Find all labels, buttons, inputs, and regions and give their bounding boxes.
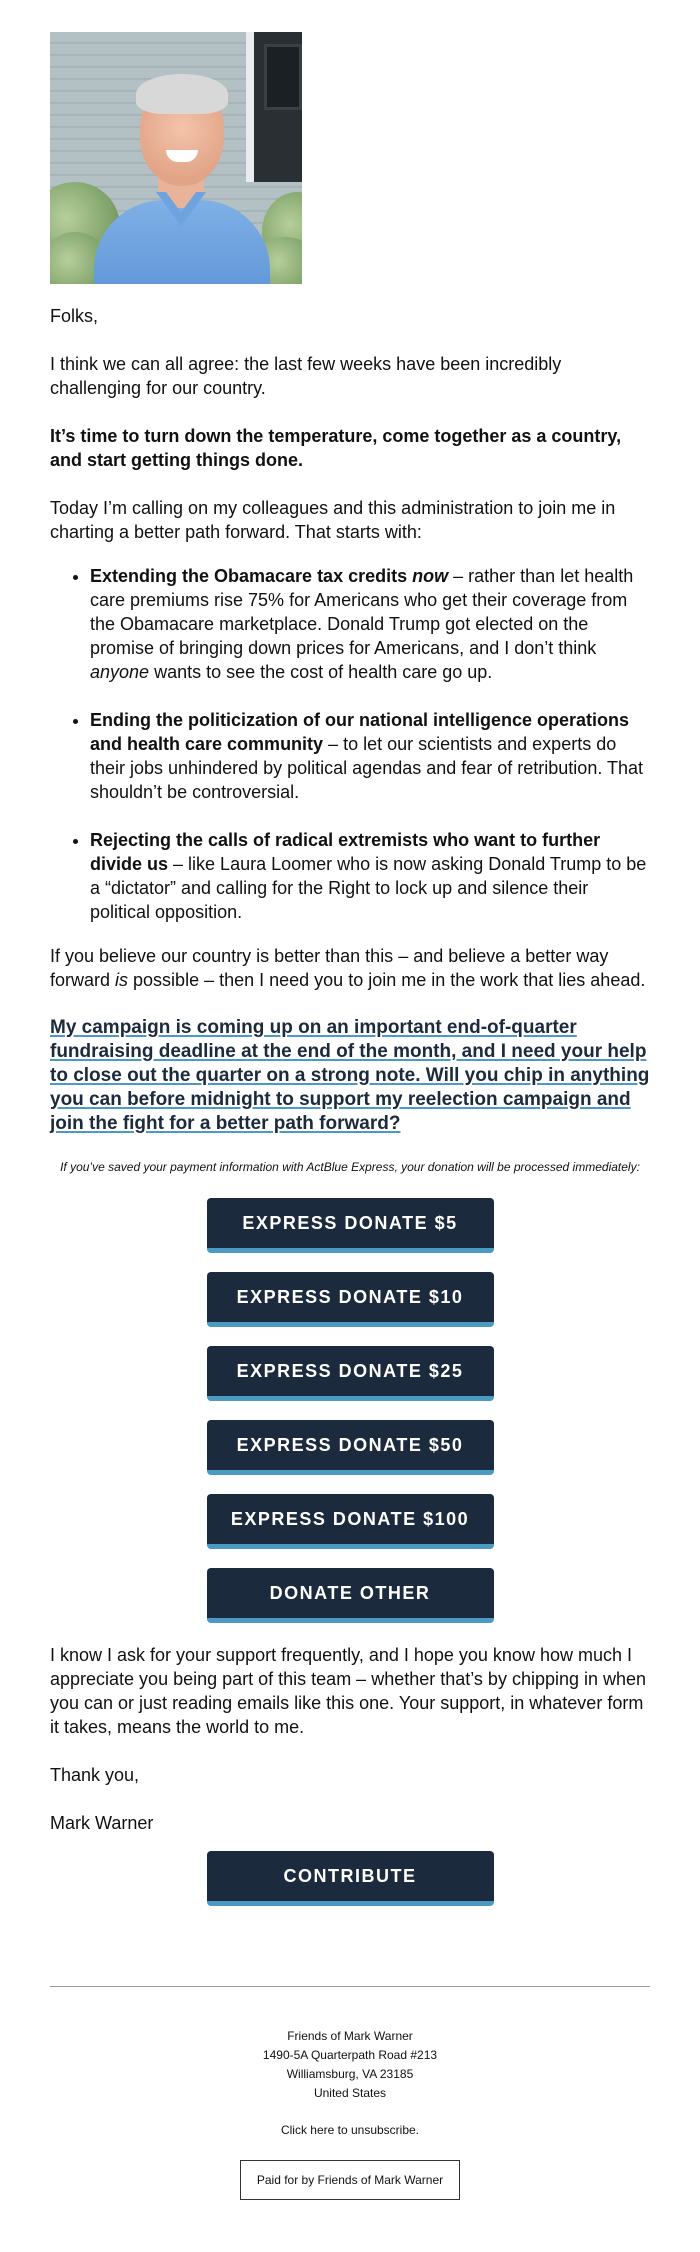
priorities-list (50, 564, 650, 924)
footer-divider (50, 1986, 650, 1987)
footer-country: United States (313, 2086, 387, 2100)
closing-paragraph: I know I ask for your support frequently, and I hope you know how much I appreciate you being part of this team – whether that’s by chipping in when you can or just reading emails like this one. Your support, in whatever form it takes, means the world to me. (50, 1645, 647, 1737)
actblue-express-note: If you’ve saved your payment information with ActBlue Express, your donation will be processed immediately: (60, 1160, 640, 1174)
donate-other-button[interactable]: DONATE OTHER (207, 1568, 494, 1623)
list-item: • Ending the politicization of our national intelligence operations and health care community – to let our scientists and experts do their jobs unhindered by political agendas and fear of retribution. That shouldn’t be controversial. (90, 708, 650, 804)
thanks-line: Thank you, (50, 1765, 140, 1785)
call-paragraph: Today I’m calling on my colleagues and this administration to join me in charting a better path forward. That starts with: (50, 498, 616, 542)
donation-ask-link[interactable]: My campaign is coming up on an important end-of-quarter fundraising deadline at the end of the month, and I need your help to close out the quarter on a strong note. Will you chip in anything you can before midnight to support my reelection campaign and join the fight for a better path forward? (50, 1017, 650, 1134)
footer-org: Friends of Mark Warner (287, 2029, 413, 2043)
paid-for-disclaimer: Paid for by Friends of Mark Warner (240, 2160, 460, 2200)
express-donate-10-button[interactable]: EXPRESS DONATE $10 (207, 1272, 494, 1327)
mark-warner-photo (50, 32, 302, 284)
greeting: Folks, (50, 306, 99, 326)
footer-address-line2: Williamsburg, VA 23185 (286, 2067, 414, 2081)
list-item: • Extending the Obamacare tax credits now – rather than let health care premiums rise 75% for Americans who get their coverage from the Obamacare marketplace. Donald Trump got elected on the promise of bringing down prices for Americans, and I don’t think anyone wants to see the cost of health care go up. (90, 564, 650, 684)
express-donate-100-button[interactable]: EXPRESS DONATE $100 (207, 1494, 494, 1549)
express-donate-5-button[interactable]: EXPRESS DONATE $5 (207, 1198, 494, 1253)
footer-address-line1: 1490-5A Quarterpath Road #213 (262, 2048, 438, 2062)
contribute-wrap (50, 1851, 650, 1906)
express-donate-25-button[interactable]: EXPRESS DONATE $25 (207, 1346, 494, 1401)
believe-paragraph: If you believe our country is better than this – and believe a better way forward is possible – then I need you to join me in the work that lies ahead. (50, 946, 646, 990)
bold-statement: It’s time to turn down the temperature, come together as a country, and start getting things done. (50, 426, 622, 470)
donate-buttons (50, 1198, 650, 1623)
express-donate-50-button[interactable]: EXPRESS DONATE $50 (207, 1420, 494, 1475)
contribute-button[interactable]: CONTRIBUTE (207, 1851, 494, 1906)
list-item: • Rejecting the calls of radical extremists who want to further divide us – like Laura Loomer who is now asking Donald Trump to be a “dictator” and calling for the Right to lock up and silence their political opposition. (90, 828, 650, 924)
signature: Mark Warner (50, 1813, 154, 1833)
unsubscribe-link[interactable]: Click here to unsubscribe. (280, 2123, 420, 2137)
intro-paragraph: I think we can all agree: the last few weeks have been incredibly challenging for our country. (50, 354, 562, 398)
footer (50, 2027, 650, 2200)
email-body (50, 32, 650, 2200)
